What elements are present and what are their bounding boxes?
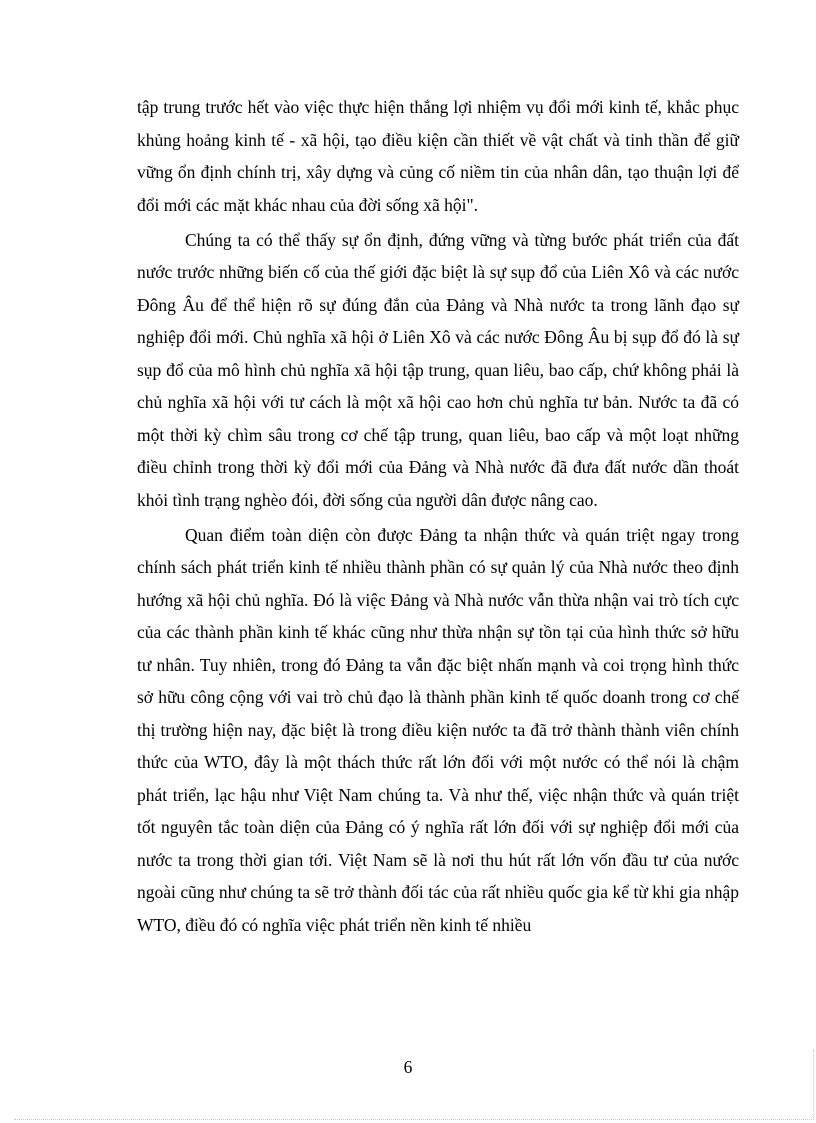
paragraph-1: tập trung trước hết vào việc thực hiện thắng lợi nhiệm vụ đổi mới kinh tế, khắc phục khủng hoảng kinh tế - xã hội, tạo điều kiện cần thiết về vật chất và tinh thần để giữ vững ổn định chính trị, xây dựng và củng cố niềm tin của nhân dân, tạo thuận lợi để đổi mới các mặt khác nhau của đời sống xã hội". bbox=[137, 97, 739, 215]
paragraph-3: Quan điểm toàn diện còn được Đảng ta nhận thức và quán triệt ngay trong chính sách phát triển kinh tế nhiều thành phần có sự quản lý của Nhà nước theo định hướng xã hội chủ nghĩa. Đó là việc Đảng và Nhà nước vẫn thừa nhận vai trò tích cực của các thành phần kinh tế khác cũng như thừa nhận sự tồn tại của hình thức sở hữu tư nhân. Tuy nhiên, trong đó Đảng ta vẫn đặc biệt nhấn mạnh và coi trọng hình thức sở hữu công cộng với vai trò chủ đạo là thành phần kinh tế quốc doanh trong cơ chế thị trường hiện nay, đặc biệt là trong điều kiện nước ta đã trở thành thành viên chính thức của WTO, đây là một thách thức rất lớn đối với một nước có thể nói là chậm phát triển, lạc hậu như Việt Nam chúng ta. Và như thế, việc nhận thức và quán triệt tốt nguyên tắc toàn diện của Đảng có ý nghĩa rất lớn đối với sự nghiệp đổi mới của nước ta trong thời gian tới. Việt Nam sẽ là nơi thu hút rất lớn vốn đầu tư của nước ngoài cũng như chúng ta sẽ trở thành đối tác của rất nhiều quốc gia kể từ khi gia nhập WTO, điều đó có nghĩa việc phát triển nền kinh tế nhiều bbox=[137, 524, 739, 935]
page-number: 6 bbox=[403, 1057, 413, 1077]
page-bottom-border bbox=[14, 1119, 814, 1120]
page-right-border bbox=[813, 1050, 814, 1120]
paragraph-2: Chúng ta có thể thấy sự ổn định, đứng vững và từng bước phát triển của đất nước trước những biến cố của thế giới đặc biệt là sự sụp đổ của Liên Xô và các nước Đông Âu để thể hiện rõ sự đúng đắn của Đảng và Nhà nước ta trong lãnh đạo sự nghiệp đổi mới. Chủ nghĩa xã hội ở Liên Xô và các nước Đông Âu bị sụp đổ đó là sự sụp đổ của mô hình chủ nghĩa xã hội tập trung, quan liêu, bao cấp, chứ không phải là chủ nghĩa xã hội với tư cách là một xã hội cao hơn chủ nghĩa tư bản. Nước ta đã có một thời kỳ chìm sâu trong cơ chế tập trung, quan liêu, bao cấp và một loạt những điều chỉnh trong thời kỳ đổi mới của Đảng và Nhà nước đã đưa đất nước dần thoát khỏi tình trạng nghèo đói, đời sống của người dân được nâng cao. bbox=[137, 229, 739, 510]
body-text bbox=[137, 91, 739, 941]
